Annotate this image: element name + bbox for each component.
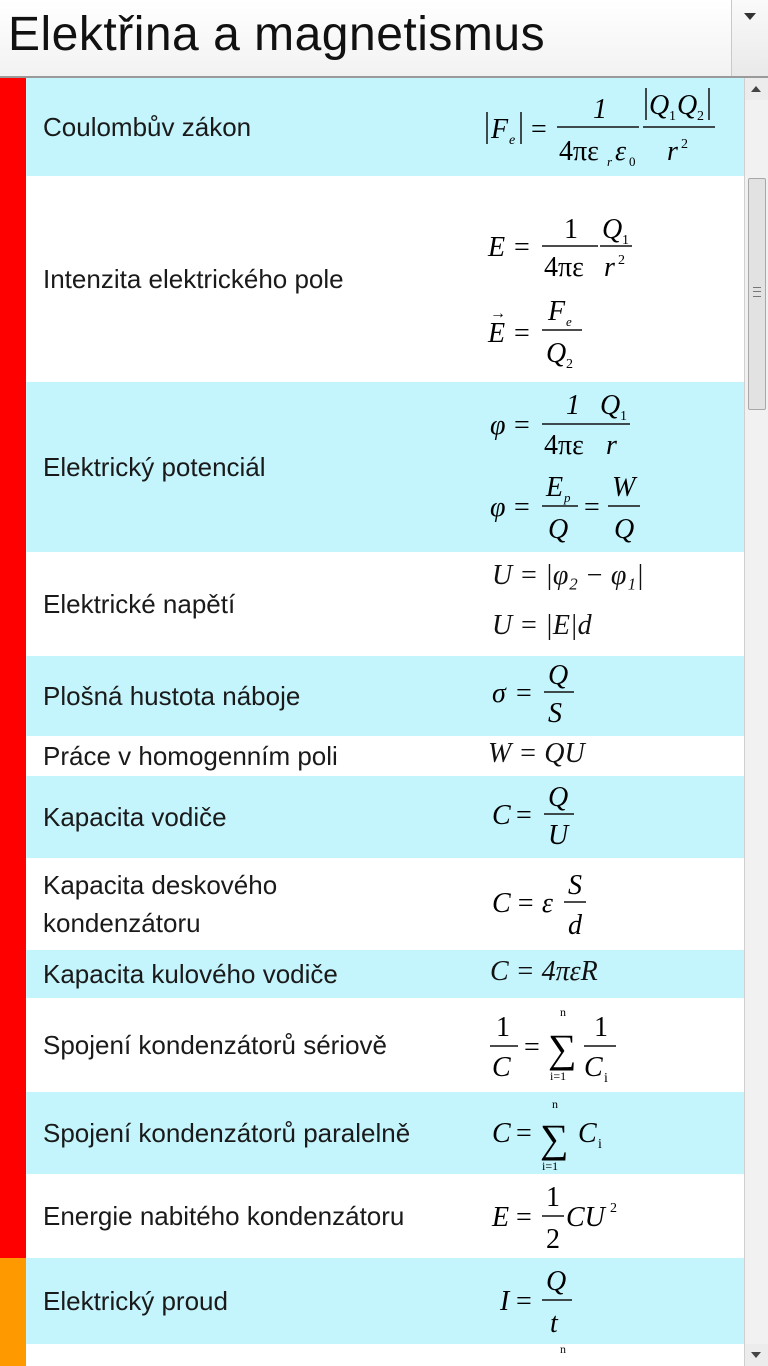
svg-text:φ: φ [490, 492, 506, 523]
svg-text:2: 2 [566, 357, 573, 372]
svg-text:r: r [607, 154, 613, 169]
svg-text:E: E [488, 318, 506, 349]
svg-text:F: F [548, 296, 566, 327]
formula-plate-capacitor [490, 864, 630, 948]
svg-text:r: r [606, 430, 617, 461]
svg-text:∑: ∑ [540, 1116, 569, 1161]
svg-text:1: 1 [620, 409, 627, 424]
svg-text:1: 1 [669, 109, 676, 124]
row-label: Kapacita vodiče [43, 802, 227, 832]
svg-text:Q: Q [546, 1266, 567, 1297]
svg-text:i: i [604, 1071, 608, 1086]
grip-icon [753, 287, 761, 297]
svg-text:i=1: i=1 [550, 1069, 567, 1083]
svg-text:2: 2 [546, 1224, 560, 1255]
svg-text:= ε: = ε [516, 888, 553, 919]
svg-text:Q: Q [614, 514, 635, 545]
svg-text:=: = [514, 232, 530, 263]
list-item[interactable] [26, 176, 744, 382]
svg-text:CU: CU [566, 1202, 605, 1233]
svg-text:Q: Q [548, 660, 569, 691]
svg-text:C: C [492, 800, 511, 831]
svg-text:1: 1 [564, 214, 578, 245]
row-label: Elektrický potenciál [43, 452, 266, 482]
row-label: Elektrický proud [43, 1286, 228, 1316]
svg-text:1: 1 [566, 390, 580, 421]
row-label: Kapacita deskového kondenzátoru [43, 870, 278, 938]
svg-text:∑: ∑ [548, 1026, 577, 1071]
scroll-thumb[interactable] [748, 178, 766, 410]
svg-text:4πε: 4πε [559, 136, 599, 167]
row-label: Práce v homogenním poli [43, 741, 338, 771]
formula-current [496, 1260, 616, 1344]
svg-text:Q: Q [602, 214, 623, 245]
category-stripe-current [0, 1258, 26, 1366]
svg-text:E: E [492, 1202, 510, 1233]
svg-text:=: = [516, 678, 532, 709]
list-item[interactable] [26, 1258, 744, 1344]
svg-text:2: 2 [697, 109, 704, 124]
svg-text:U: U [548, 820, 569, 851]
list-item[interactable] [26, 776, 744, 858]
list-item[interactable] [26, 1092, 744, 1174]
formula-series [486, 1004, 656, 1092]
svg-text:r: r [667, 136, 678, 167]
svg-text:e: e [566, 314, 572, 329]
svg-text:1: 1 [593, 94, 607, 125]
row-label: Plošná hustota náboje [43, 681, 301, 711]
svg-text:=: = [584, 492, 600, 523]
svg-text:4πε: 4πε [544, 252, 584, 283]
svg-text:=: = [514, 318, 530, 349]
svg-text:=: = [524, 1032, 540, 1063]
list-item[interactable] [26, 382, 744, 552]
svg-text:Q: Q [600, 390, 621, 421]
formula-parallel [490, 1094, 640, 1174]
formula-partial: n [560, 1342, 566, 1356]
list-item[interactable] [26, 552, 744, 656]
formula-voltage-2: U = |E|d [492, 610, 592, 641]
row-label: Energie nabitého kondenzátoru [43, 1201, 405, 1231]
svg-text:e: e [509, 133, 516, 148]
svg-text:Q: Q [548, 782, 569, 813]
svg-text:C: C [492, 888, 511, 919]
formula-potential [488, 386, 688, 550]
svg-text:=: = [514, 492, 530, 523]
svg-text:=: = [516, 1286, 532, 1317]
scroll-up-button[interactable] [745, 78, 768, 100]
svg-text:φ: φ [490, 410, 506, 441]
svg-text:C: C [492, 1118, 511, 1149]
list-item[interactable] [26, 998, 744, 1092]
svg-text:1: 1 [594, 1012, 608, 1043]
svg-text:=: = [514, 410, 530, 441]
list-item[interactable] [26, 78, 744, 176]
row-label: Intenzita elektrického pole [43, 264, 344, 294]
vertical-scrollbar[interactable] [744, 78, 768, 1366]
svg-text:C: C [578, 1118, 597, 1149]
svg-text:r: r [604, 252, 615, 283]
row-label: Spojení kondenzátorů sériově [43, 1030, 388, 1060]
list-item[interactable] [26, 656, 744, 736]
list-item[interactable] [26, 1174, 744, 1258]
svg-text:d: d [568, 910, 582, 941]
svg-text:S: S [568, 870, 582, 901]
svg-text:2: 2 [681, 137, 688, 152]
formula-coulomb [481, 82, 741, 174]
page-title: Elektřina a magnetismus [8, 8, 546, 61]
svg-text:=: = [531, 114, 547, 145]
formula-work: W = QU [488, 738, 585, 769]
svg-text:Q: Q [649, 90, 670, 121]
svg-text:F: F [491, 114, 509, 145]
svg-text:I: I [500, 1286, 510, 1317]
svg-text:C: C [492, 1052, 511, 1083]
formula-sphere: C = 4πεR [490, 956, 598, 987]
svg-text:i: i [598, 1137, 602, 1152]
category-stripe-electrostatics [0, 78, 26, 1258]
list-item[interactable] [26, 736, 744, 776]
svg-text:0: 0 [629, 154, 636, 169]
svg-text:S: S [548, 698, 562, 729]
svg-text:C: C [584, 1052, 603, 1083]
svg-text:p: p [564, 490, 571, 505]
svg-text:E: E [488, 232, 506, 263]
formula-field [486, 214, 686, 384]
svg-text:=: = [516, 800, 532, 831]
row-label: Coulombův zákon [43, 112, 252, 142]
svg-text:1: 1 [546, 1182, 560, 1213]
formula-surface-density [490, 658, 610, 736]
svg-text:4πε: 4πε [544, 430, 584, 461]
list-item[interactable] [26, 950, 744, 998]
row-label: Spojení kondenzátorů paralelně [43, 1118, 411, 1148]
svg-text:→: → [490, 305, 506, 322]
svg-text:E: E [546, 472, 564, 503]
list-item[interactable] [26, 858, 744, 950]
svg-text:Q: Q [677, 90, 698, 121]
svg-text:W: W [612, 472, 636, 503]
scroll-up-icon [751, 85, 762, 93]
svg-text:Q: Q [548, 514, 569, 545]
formula-voltage-1: U = |φ₂ − φ₁| [492, 560, 644, 591]
svg-text:t: t [550, 1308, 558, 1339]
scroll-down-icon [751, 1351, 762, 1359]
chevron-down-icon [743, 12, 757, 22]
svg-text:2: 2 [618, 253, 625, 268]
list-item[interactable] [26, 1344, 744, 1366]
row-label: Elektrické napětí [43, 589, 236, 619]
svg-text:σ: σ [492, 678, 506, 709]
topic-dropdown-button[interactable] [731, 0, 768, 76]
svg-text:1: 1 [496, 1012, 510, 1043]
svg-text:=: = [516, 1202, 532, 1233]
formula-capacitance [490, 778, 610, 858]
svg-text:n: n [560, 1005, 566, 1019]
svg-text:ε: ε [615, 136, 627, 167]
row-label: Kapacita kulového vodiče [43, 959, 338, 989]
svg-text:1: 1 [622, 233, 629, 248]
formula-energy [490, 1176, 640, 1258]
svg-text:i=1: i=1 [542, 1159, 559, 1173]
svg-text:n: n [552, 1097, 558, 1111]
title-bar [0, 0, 768, 78]
scroll-down-button[interactable] [745, 1344, 768, 1366]
svg-text:2: 2 [610, 1201, 617, 1216]
svg-text:Q: Q [546, 338, 567, 369]
svg-text:=: = [516, 1118, 532, 1149]
